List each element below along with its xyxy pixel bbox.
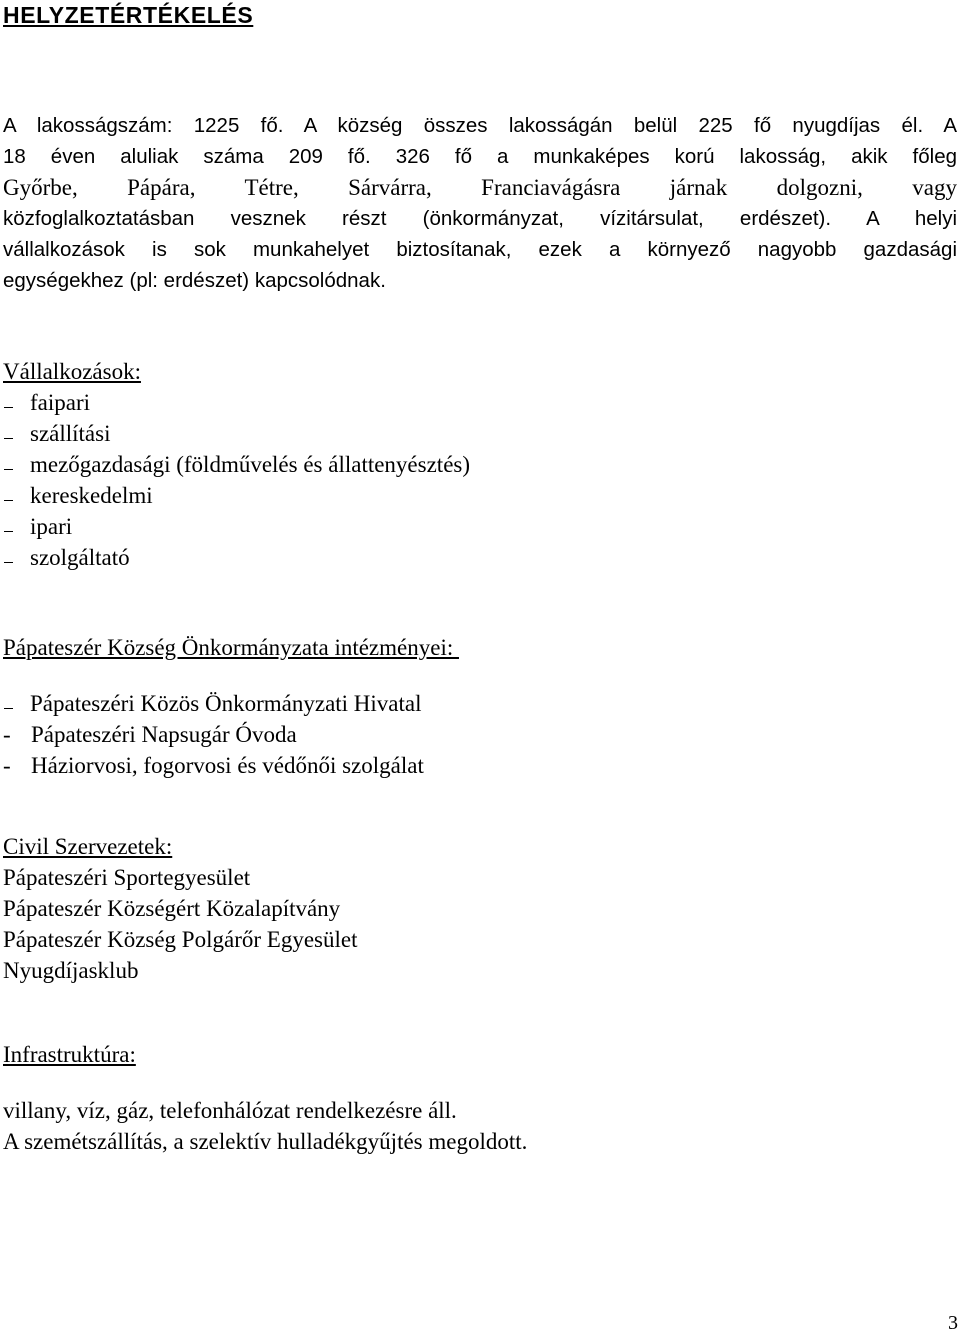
list-item: [3, 418, 470, 449]
list-item: [3, 387, 470, 418]
dash-icon: [4, 531, 13, 532]
intro-paragraph: [3, 110, 957, 296]
dash-icon: [4, 407, 13, 408]
businesses-section: [3, 356, 470, 573]
dash-icon: [4, 438, 13, 439]
list-item-label: ipari: [30, 514, 73, 539]
dash-icon: [4, 708, 13, 709]
intro-line: Győrbe, Pápára, Tétre, Sárvárra, Franciavágásra járnak dolgozni, vagy: [3, 175, 957, 200]
dash-icon: [4, 500, 13, 501]
infrastructure-section: [3, 1039, 527, 1157]
intro-line: egységekhez (pl: erdészet) kapcsolódnak.: [3, 269, 386, 292]
infrastructure-line: A szemétszállítás, a szelektív hulladékgyűjtés megoldott.: [3, 1129, 528, 1154]
intro-line: vállalkozások is sok munkahelyet biztosítanak, ezek a környező nagyobb gazdasági: [3, 238, 957, 261]
list-item-label: faipari: [30, 390, 91, 415]
businesses-list: [3, 387, 470, 573]
page-number: 3: [948, 1312, 958, 1334]
infrastructure-line: villany, víz, gáz, telefonhálózat rendelkezésre áll.: [3, 1098, 457, 1123]
list-item: [3, 449, 470, 480]
list-item: [3, 480, 470, 511]
intro-line: A lakosságszám: 1225 fő. A község összes lakosságán belül 225 fő nyugdíjas él. A: [3, 114, 957, 137]
institutions-list: [3, 688, 459, 781]
list-item: [3, 511, 470, 542]
civil-item: Pápateszéri Sportegyesület: [3, 865, 251, 890]
hyphen-marker: -: [3, 722, 11, 747]
list-item-label: Pápateszéri Napsugár Óvoda: [31, 722, 297, 747]
dash-icon: [4, 469, 13, 470]
infrastructure-heading: Infrastruktúra:: [3, 1042, 136, 1067]
list-item: [3, 750, 459, 781]
list-item: [3, 719, 459, 750]
institutions-heading: Pápateszér Község Önkormányzata intézményei:: [3, 635, 459, 660]
institutions-section: [3, 632, 459, 781]
list-item-label: kereskedelmi: [30, 483, 153, 508]
list-item: [3, 542, 470, 573]
list-item: [3, 688, 459, 719]
page-title: HELYZETÉRTÉKELÉS: [3, 2, 254, 28]
list-item-label: szolgáltató: [30, 545, 130, 570]
civil-item: Pápateszér Község Polgárőr Egyesület: [3, 927, 358, 952]
civil-section: [3, 831, 357, 986]
civil-item: Nyugdíjasklub: [3, 958, 139, 983]
businesses-heading: Vállalkozások:: [3, 359, 141, 384]
civil-heading: Civil Szervezetek:: [3, 834, 173, 859]
intro-line: 18 éven aluliak száma 209 fő. 326 fő a munkaképes korú lakosság, akik főleg: [3, 145, 957, 168]
list-item-label: szállítási: [30, 421, 111, 446]
list-item-label: mezőgazdasági (földművelés és állattenyésztés): [30, 452, 471, 477]
list-item-label: Pápateszéri Közös Önkormányzati Hivatal: [30, 691, 422, 716]
list-item-label: Háziorvosi, fogorvosi és védőnői szolgálat: [31, 753, 424, 778]
dash-icon: [4, 562, 13, 563]
hyphen-marker: -: [3, 753, 11, 778]
intro-line: közfoglalkoztatásban vesznek részt (önkormányzat, vízitársulat, erdészet). A helyi: [3, 207, 957, 230]
civil-item: Pápateszér Községért Közalapítvány: [3, 896, 341, 921]
